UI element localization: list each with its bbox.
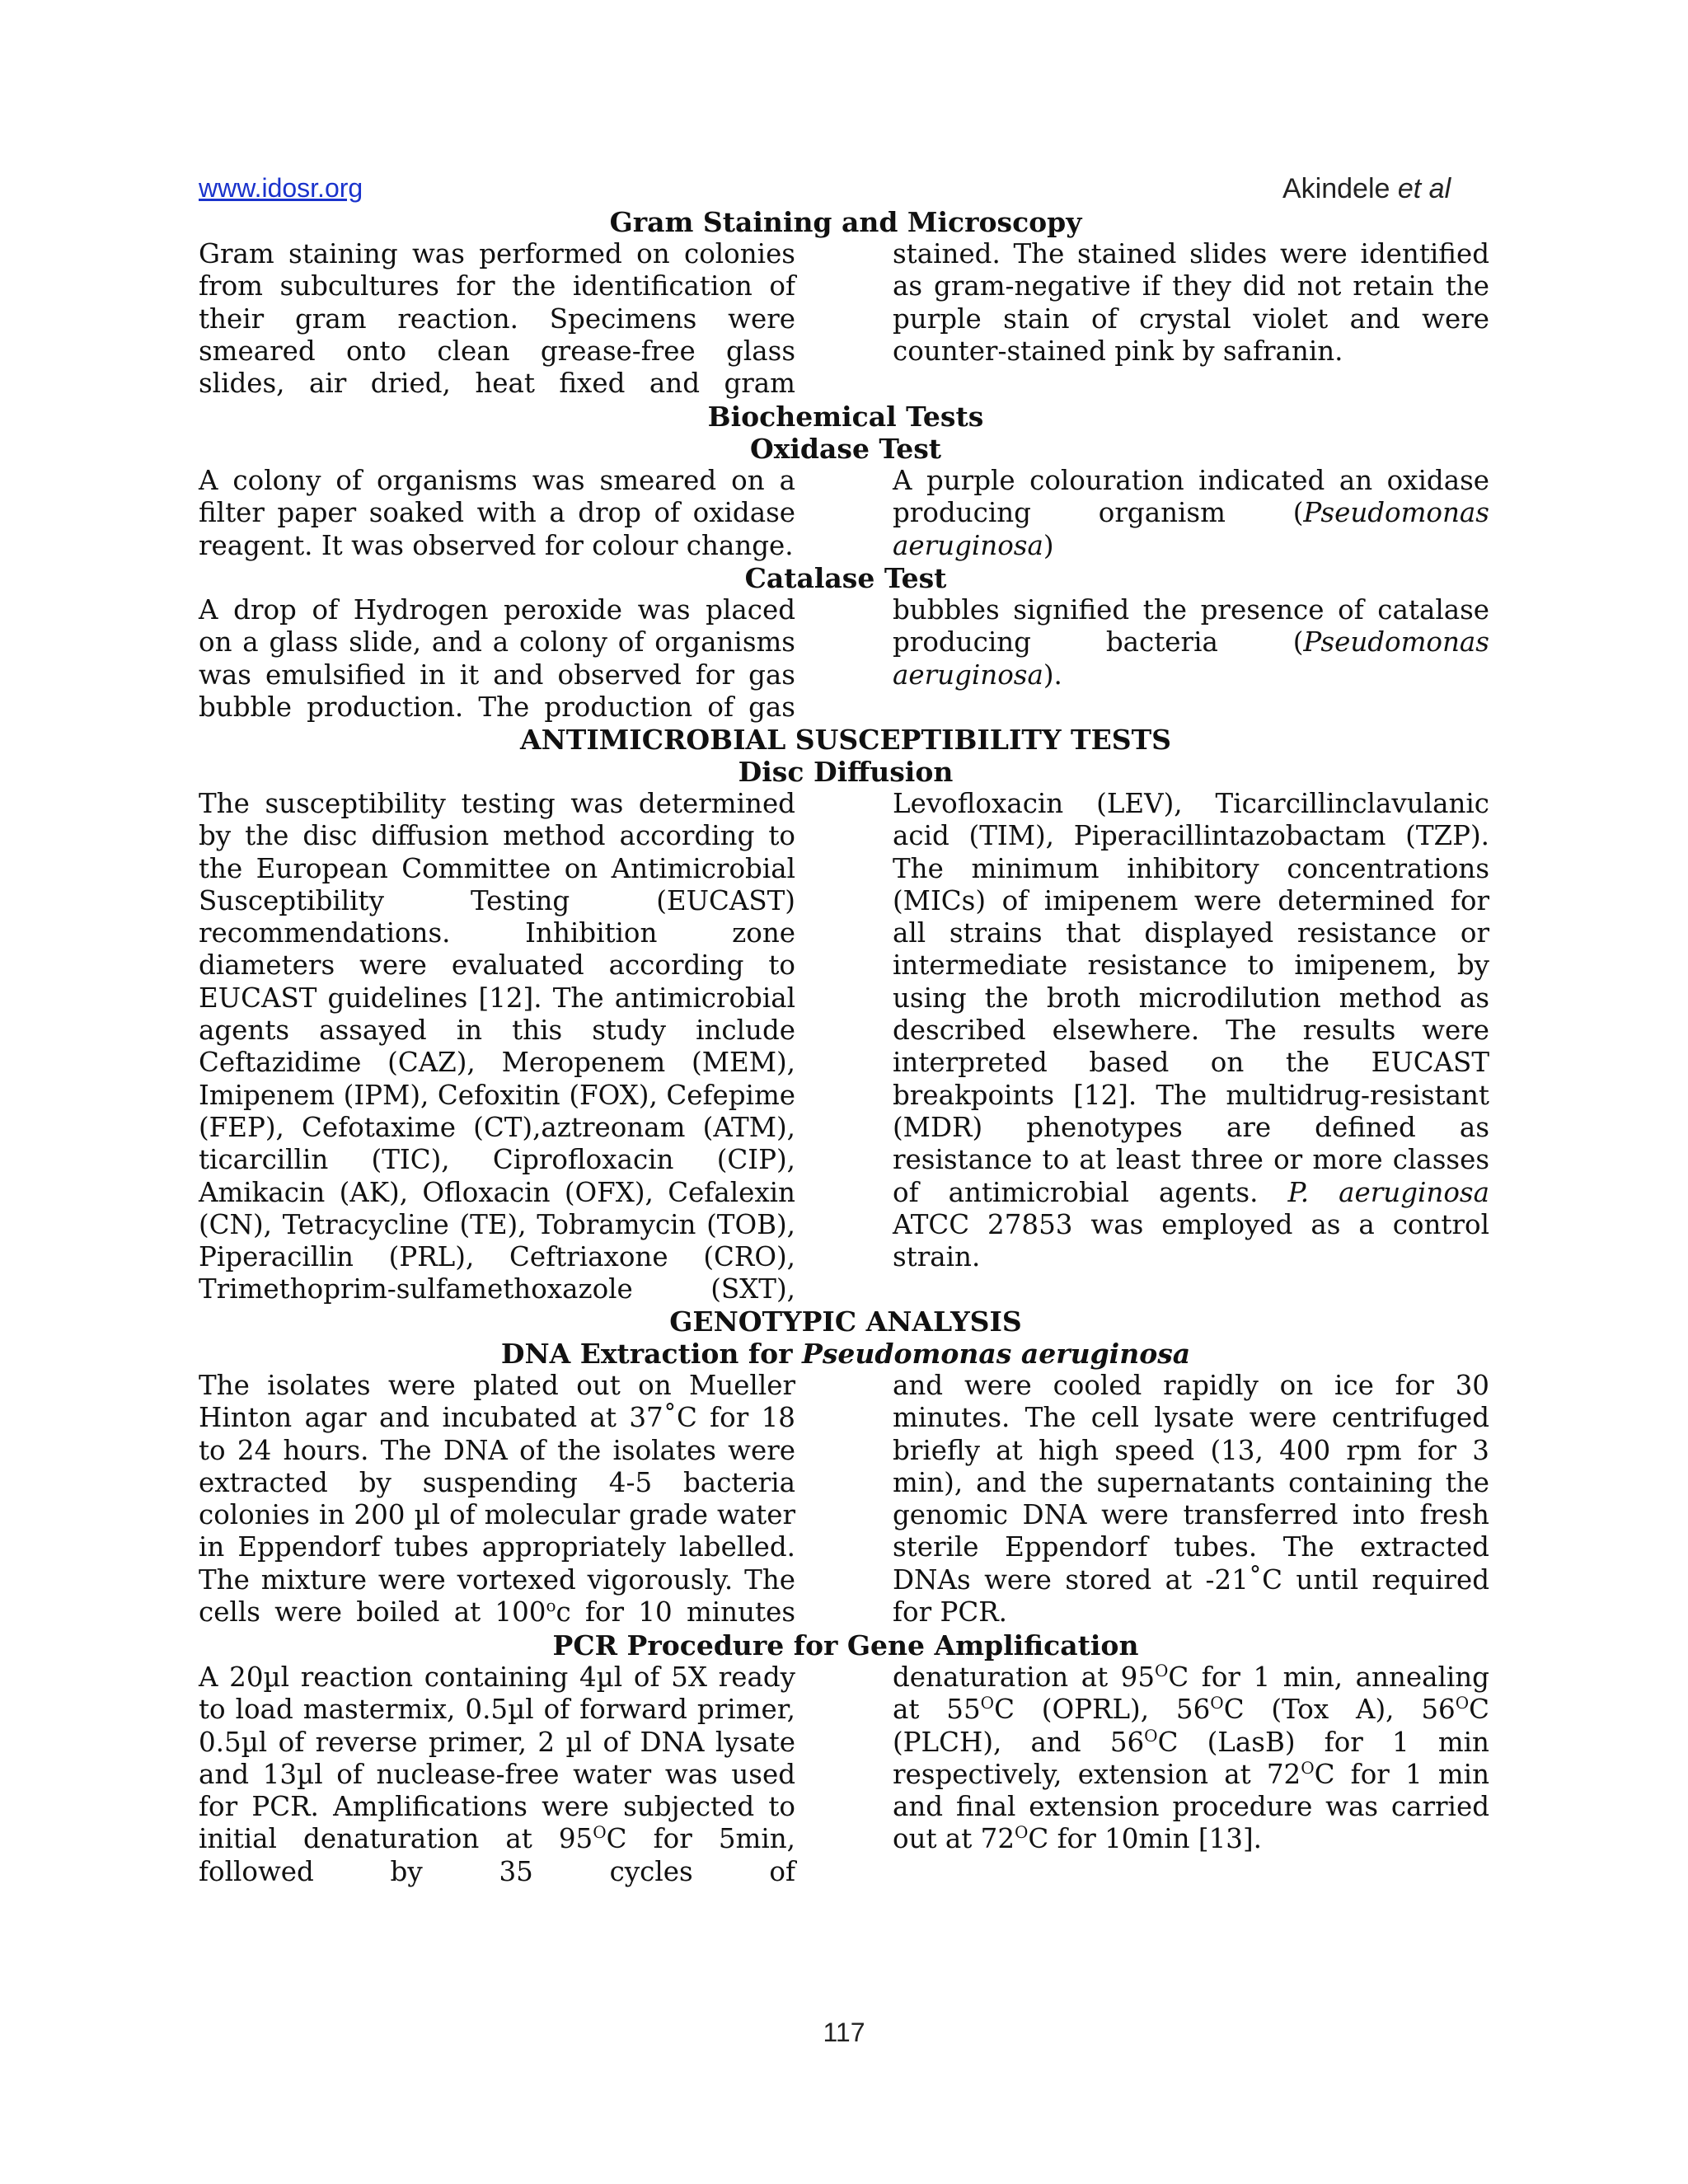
catalase-left-text: A drop of Hydrogen peroxide was placed on a glass slide, and a colony of organisms was emulsified in it and observed for gas bubble production. The production of gas [199, 594, 795, 723]
oxidase-left-text: A colony of organisms was smeared on a filter paper soaked with a drop of oxidase reagent. It was observed for colour change. [199, 465, 795, 561]
pcr-r2: C for 1 min, annealing at 55 [893, 1661, 1489, 1726]
degree-sup: O [1155, 1661, 1169, 1681]
gram-left-text: Gram staining was performed on colonies from subcultures for the identification of their gram reaction. Specimens were smeared onto clean grease-free glass slides, air dried, heat fixed and gram [199, 238, 795, 400]
catalase-right-text [893, 594, 1489, 691]
degree-sup: O [1015, 1822, 1029, 1843]
heading-dna-extraction [199, 1338, 1493, 1370]
pcr-r4: C (Tox A), 56 [1223, 1694, 1456, 1726]
dna-left-b: c for 10 minutes [556, 1596, 795, 1629]
disc-organism: P. aeruginosa [1287, 1176, 1489, 1208]
pcr-r6: C (LasB) for 1 min respectively, extension at 72 [893, 1726, 1489, 1790]
disc-left-text: The susceptibility testing was determined by the disc diffusion method according to the European Committee on Antimicrobial Susceptibility Testing (EUCAST) recommendations. Inhibition zone diameters were evaluated according to EUCAST guidelines [12]. The antimicrobial agents assayed in this study include Ceftazidime (CAZ), Meropenem (MEM), Imipenem (IPM), Cefoxitin (FOX), Cefepime (FEP), Cefotaxime (CT),aztreonam (ATM), ticarcillin (TIC), Ciprofloxacin (CIP), Amikacin (AK), Ofloxacin (OFX), Cefalexin (CN), Tetracycline (TE), Tobramycin (TOB), Piperacillin (PRL), Ceftriaxone (CRO), Trimethoprim-sulfamethoxazole (SXT), [199, 788, 795, 1305]
degree-sup: o [546, 1596, 556, 1616]
pcr-left-a: A 20µl reaction containing 4µl of 5X ready to load mastermix, 0.5µl of forward primer, 0.5µl of reverse primer, 2 µl of DNA lysate and 13µl of nuclease-free water was used for PCR. Amplifications were subjected to initial denaturation at 95 [199, 1661, 795, 1855]
heading-disc-diffusion: Disc Diffusion [738, 756, 954, 788]
heading-biochemical-tests: Biochemical Tests [707, 401, 984, 433]
pcr-r1: denaturation at 95 [893, 1661, 1156, 1693]
oxidase-organism: Pseudomonas aeruginosa [893, 497, 1489, 561]
pcr-r7: C for 1 min and final extension procedure was carried out at 72 [893, 1758, 1489, 1855]
catalase-organism: Pseudomonas aeruginosa [893, 626, 1489, 691]
heading-pcr-procedure: PCR Procedure for Gene Amplification [552, 1629, 1139, 1661]
disc-right-text [893, 788, 1489, 1273]
pcr-right-text [893, 1661, 1489, 1856]
page-number: 117 [823, 2018, 865, 2047]
pcr-left-b: C for 5min, followed by 35 cycles of [199, 1823, 796, 1887]
oxidase-right-text [893, 465, 1489, 562]
dna-title-a: DNA Extraction for [500, 1338, 802, 1370]
degree-sup: O [1210, 1693, 1224, 1713]
dna-left-a: The isolates were plated out on Mueller Hinton agar and incubated at 37˚C for 18 to 24 hours. The DNA of the isolates were extracted by suspending 4-5 bacteria colonies in 200 µl of molecular grade water in Eppendorf tubes appropriately labelled. The mixture were vortexed vigorously. The cells were boiled at 100 [199, 1370, 795, 1629]
dna-title-organism: Pseudomonas aeruginosa [802, 1338, 1191, 1370]
catalase-right-b: ). [1043, 658, 1062, 691]
degree-sup: O [1455, 1693, 1470, 1713]
degree-sup: O [593, 1822, 607, 1843]
disc-right-a: Levofloxacin (LEV), Ticarcillinclavulanic acid (TIM), Piperacillintazobactam (TZP). The minimum inhibitory concentrations (MICs) of imipenem were determined for all strains that displayed resistance or intermediate resistance to imipenem, by using the broth microdilution method as described elsewhere. The results were interpreted based on the EUCAST breakpoints [12]. The multidrug-resistant (MDR) phenotypes are defined as resistance to at least three or more classes of antimicrobial agents. [893, 788, 1489, 1208]
et-al: et al [1397, 173, 1451, 204]
pcr-r3: C (OPRL), 56 [994, 1694, 1211, 1726]
dna-left-text [199, 1370, 795, 1629]
running-author [1282, 173, 1451, 205]
degree-sup: O [1301, 1758, 1315, 1779]
author-name: Akindele [1282, 173, 1390, 204]
dna-right-text: and were cooled rapidly on ice for 30 minutes. The cell lysate were centrifuged briefly at high speed (13, 400 rpm for 3 min), and the supernatants containing the genomic DNA were transferred into fresh sterile Eppendorf tubes. The extracted DNAs were stored at -21˚C until required for PCR. [893, 1370, 1489, 1629]
pcr-left-text [199, 1661, 795, 1888]
gram-right-text: stained. The stained slides were identified as gram-negative if they did not retain the purple stain of crystal violet and were counter-stained pink by safranin. [893, 238, 1489, 367]
heading-gram-staining: Gram Staining and Microscopy [609, 206, 1082, 238]
catalase-right-a: bubbles signified the presence of catalase producing bacteria ( [893, 594, 1489, 658]
oxidase-right-b: ) [1043, 529, 1054, 561]
pcr-r5: C (PLCH), and 56 [893, 1694, 1489, 1758]
heading-oxidase-test: Oxidase Test [749, 433, 942, 465]
heading-catalase-test: Catalase Test [744, 562, 947, 594]
heading-antimicrobial-susceptibility: ANTIMICROBIAL SUSCEPTIBILITY TESTS [520, 724, 1171, 756]
degree-sup: O [1144, 1725, 1158, 1746]
heading-genotypic-analysis: GENOTYPIC ANALYSIS [669, 1305, 1022, 1338]
journal-website-link[interactable]: www.idosr.org [199, 173, 363, 203]
oxidase-right-a: A purple colouration indicated an oxidase producing organism ( [893, 465, 1489, 529]
disc-right-b: ATCC 27853 was employed as a control strain. [893, 1208, 1489, 1273]
degree-sup: O [980, 1693, 995, 1713]
pcr-r8: C for 10min [13]. [1028, 1823, 1262, 1855]
